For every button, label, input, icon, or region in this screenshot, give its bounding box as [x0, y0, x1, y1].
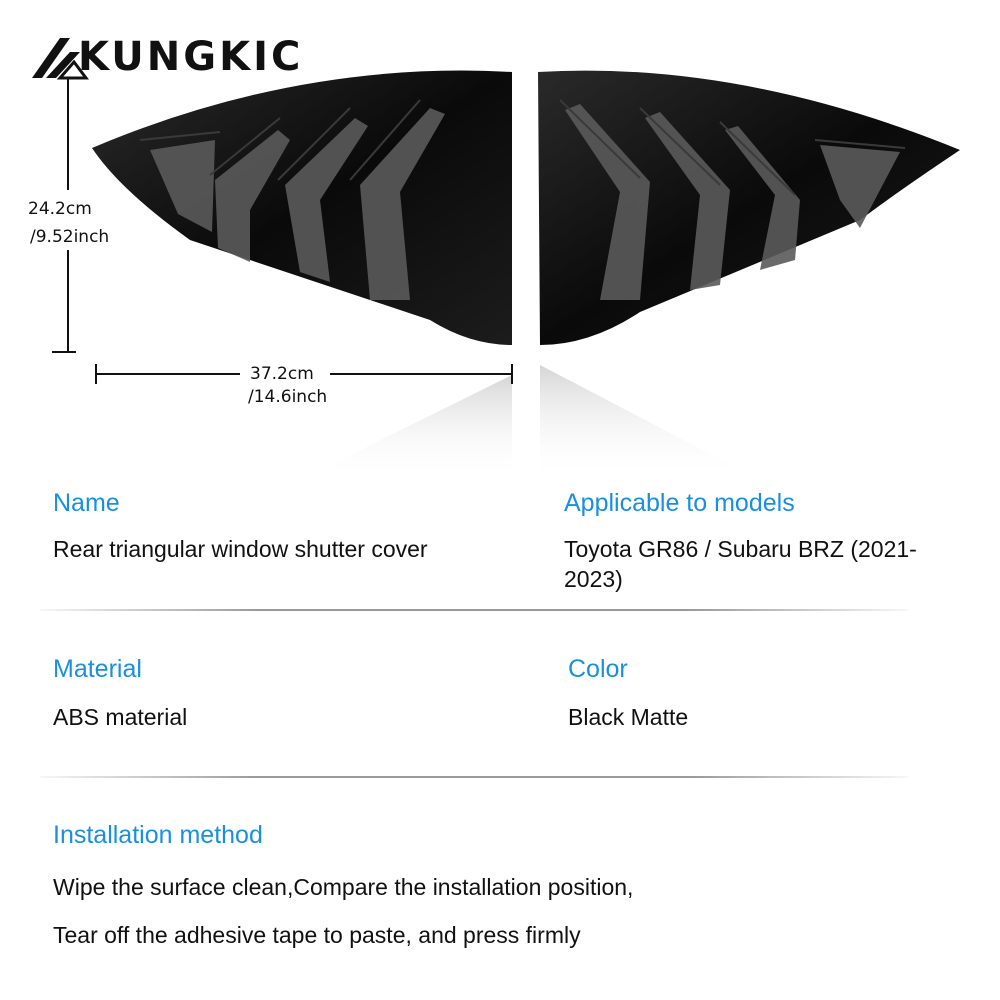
name-heading: Name: [53, 489, 120, 517]
right-reflection: [540, 365, 760, 480]
height-cm-label: 24.2cm: [28, 199, 92, 219]
spec-row-name-models: [53, 488, 953, 592]
installation-section: [53, 820, 953, 950]
spec-row-material-color: [53, 654, 953, 744]
brand-name: KUNGKIC: [78, 34, 304, 80]
right-shutter: [538, 71, 960, 345]
models-value: Toyota GR86 / Subaru BRZ (2021-2023): [564, 536, 917, 592]
divider-1: [40, 609, 908, 611]
material-value: ABS material: [53, 704, 188, 730]
models-heading: Applicable to models: [564, 489, 795, 517]
width-cm-label: 37.2cm: [250, 364, 314, 384]
left-shutter: [92, 71, 512, 345]
name-value: Rear triangular window shutter cover: [53, 536, 428, 562]
color-value: Black Matte: [568, 704, 689, 730]
product-image: [0, 0, 1000, 480]
installation-heading: Installation method: [53, 821, 263, 849]
height-inch-label: /9.52inch: [30, 227, 110, 247]
color-heading: Color: [568, 655, 628, 683]
divider-2: [40, 776, 908, 778]
installation-line-1: Wipe the surface clean,Compare the installation position,: [53, 874, 634, 900]
width-inch-label: /14.6inch: [248, 387, 328, 407]
material-heading: Material: [53, 655, 142, 683]
left-reflection: [300, 375, 512, 480]
installation-line-2: Tear off the adhesive tape to paste, and press firmly: [53, 922, 581, 948]
